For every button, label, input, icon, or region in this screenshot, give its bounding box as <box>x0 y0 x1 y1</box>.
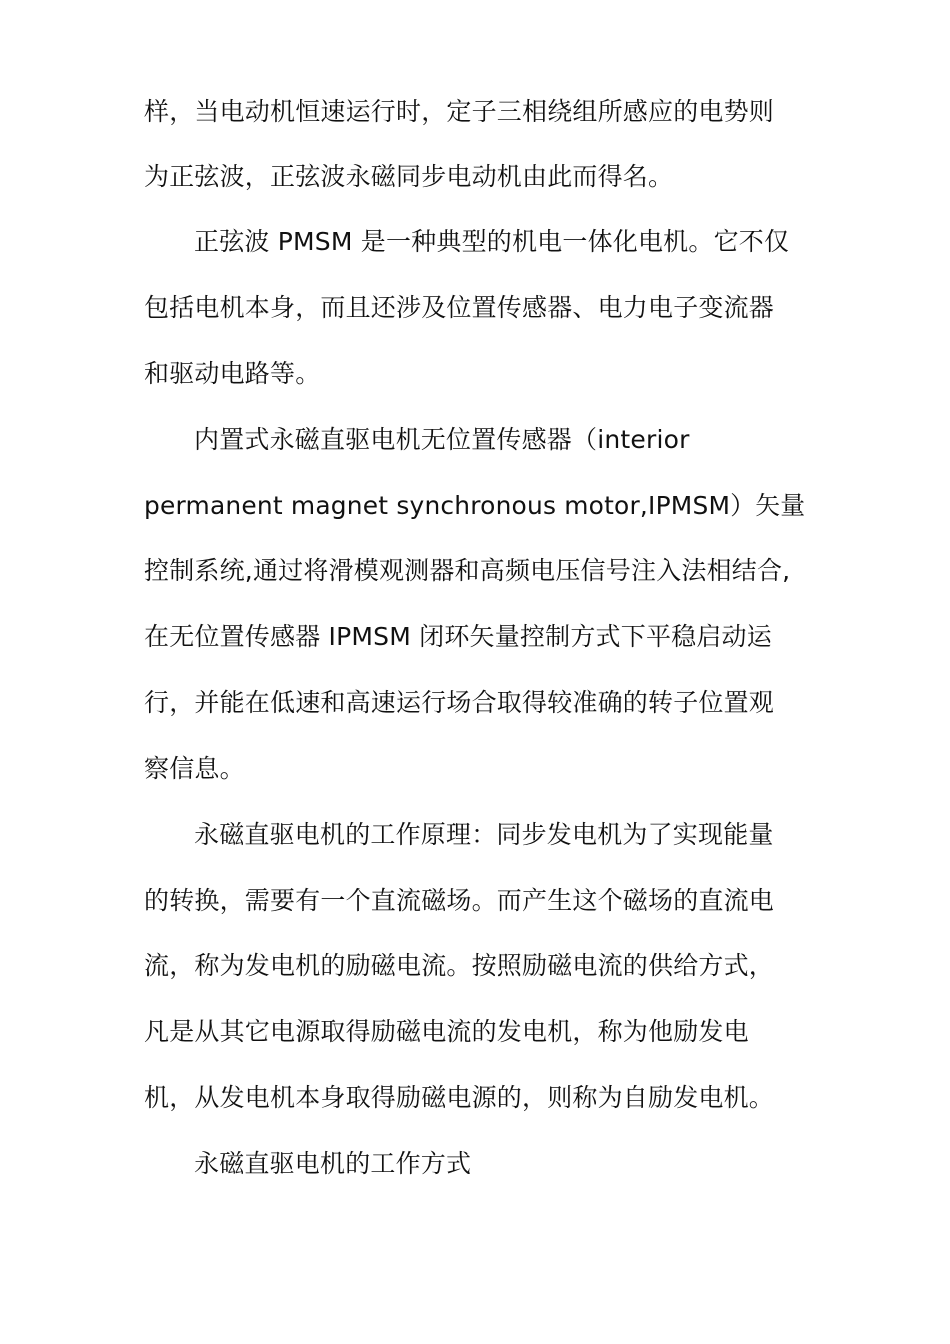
section-heading-working-mode: 永磁直驱电机的工作方式 <box>194 1149 472 1178</box>
text-line-9: 在无位置传感器 IPMSM 闭环矢量控制方式下平稳启动运 <box>144 622 772 651</box>
text-line-1: 样，当电动机恒速运行时，定子三相绕组所感应的电势则 <box>144 97 775 126</box>
text-line-11: 察信息。 <box>144 754 245 783</box>
text-line-7: permanent magnet synchronous motor,IPMSM）矢量 <box>144 491 806 520</box>
text-line-8: 控制系统,通过将滑模观测器和高频电压信号注入法相结合, <box>144 556 791 585</box>
paragraph-start-ipmsm: 内置式永磁直驱电机无位置传感器（interior <box>194 425 690 454</box>
text-line-13: 的转换，需要有一个直流磁场。而产生这个磁场的直流电 <box>144 886 775 915</box>
text-line-15: 凡是从其它电源取得励磁电流的发电机，称为他励发电 <box>144 1017 749 1046</box>
paragraph-start-pmsm: 正弦波 PMSM 是一种典型的机电一体化电机。它不仅 <box>194 227 790 256</box>
text-line-14: 流，称为发电机的励磁电流。按照励磁电流的供给方式， <box>144 951 775 980</box>
text-line-10: 行，并能在低速和高速运行场合取得较准确的转子位置观 <box>144 688 775 717</box>
text-line-5: 和驱动电路等。 <box>144 359 321 388</box>
text-line-16: 机，从发电机本身取得励磁电源的，则称为自励发电机。 <box>144 1083 775 1112</box>
text-line-4: 包括电机本身，而且还涉及位置传感器、电力电子变流器 <box>144 293 775 322</box>
paragraph-start-principle: 永磁直驱电机的工作原理：同步发电机为了实现能量 <box>194 820 774 849</box>
text-line-2: 为正弦波，正弦波永磁同步电动机由此而得名。 <box>144 162 674 191</box>
